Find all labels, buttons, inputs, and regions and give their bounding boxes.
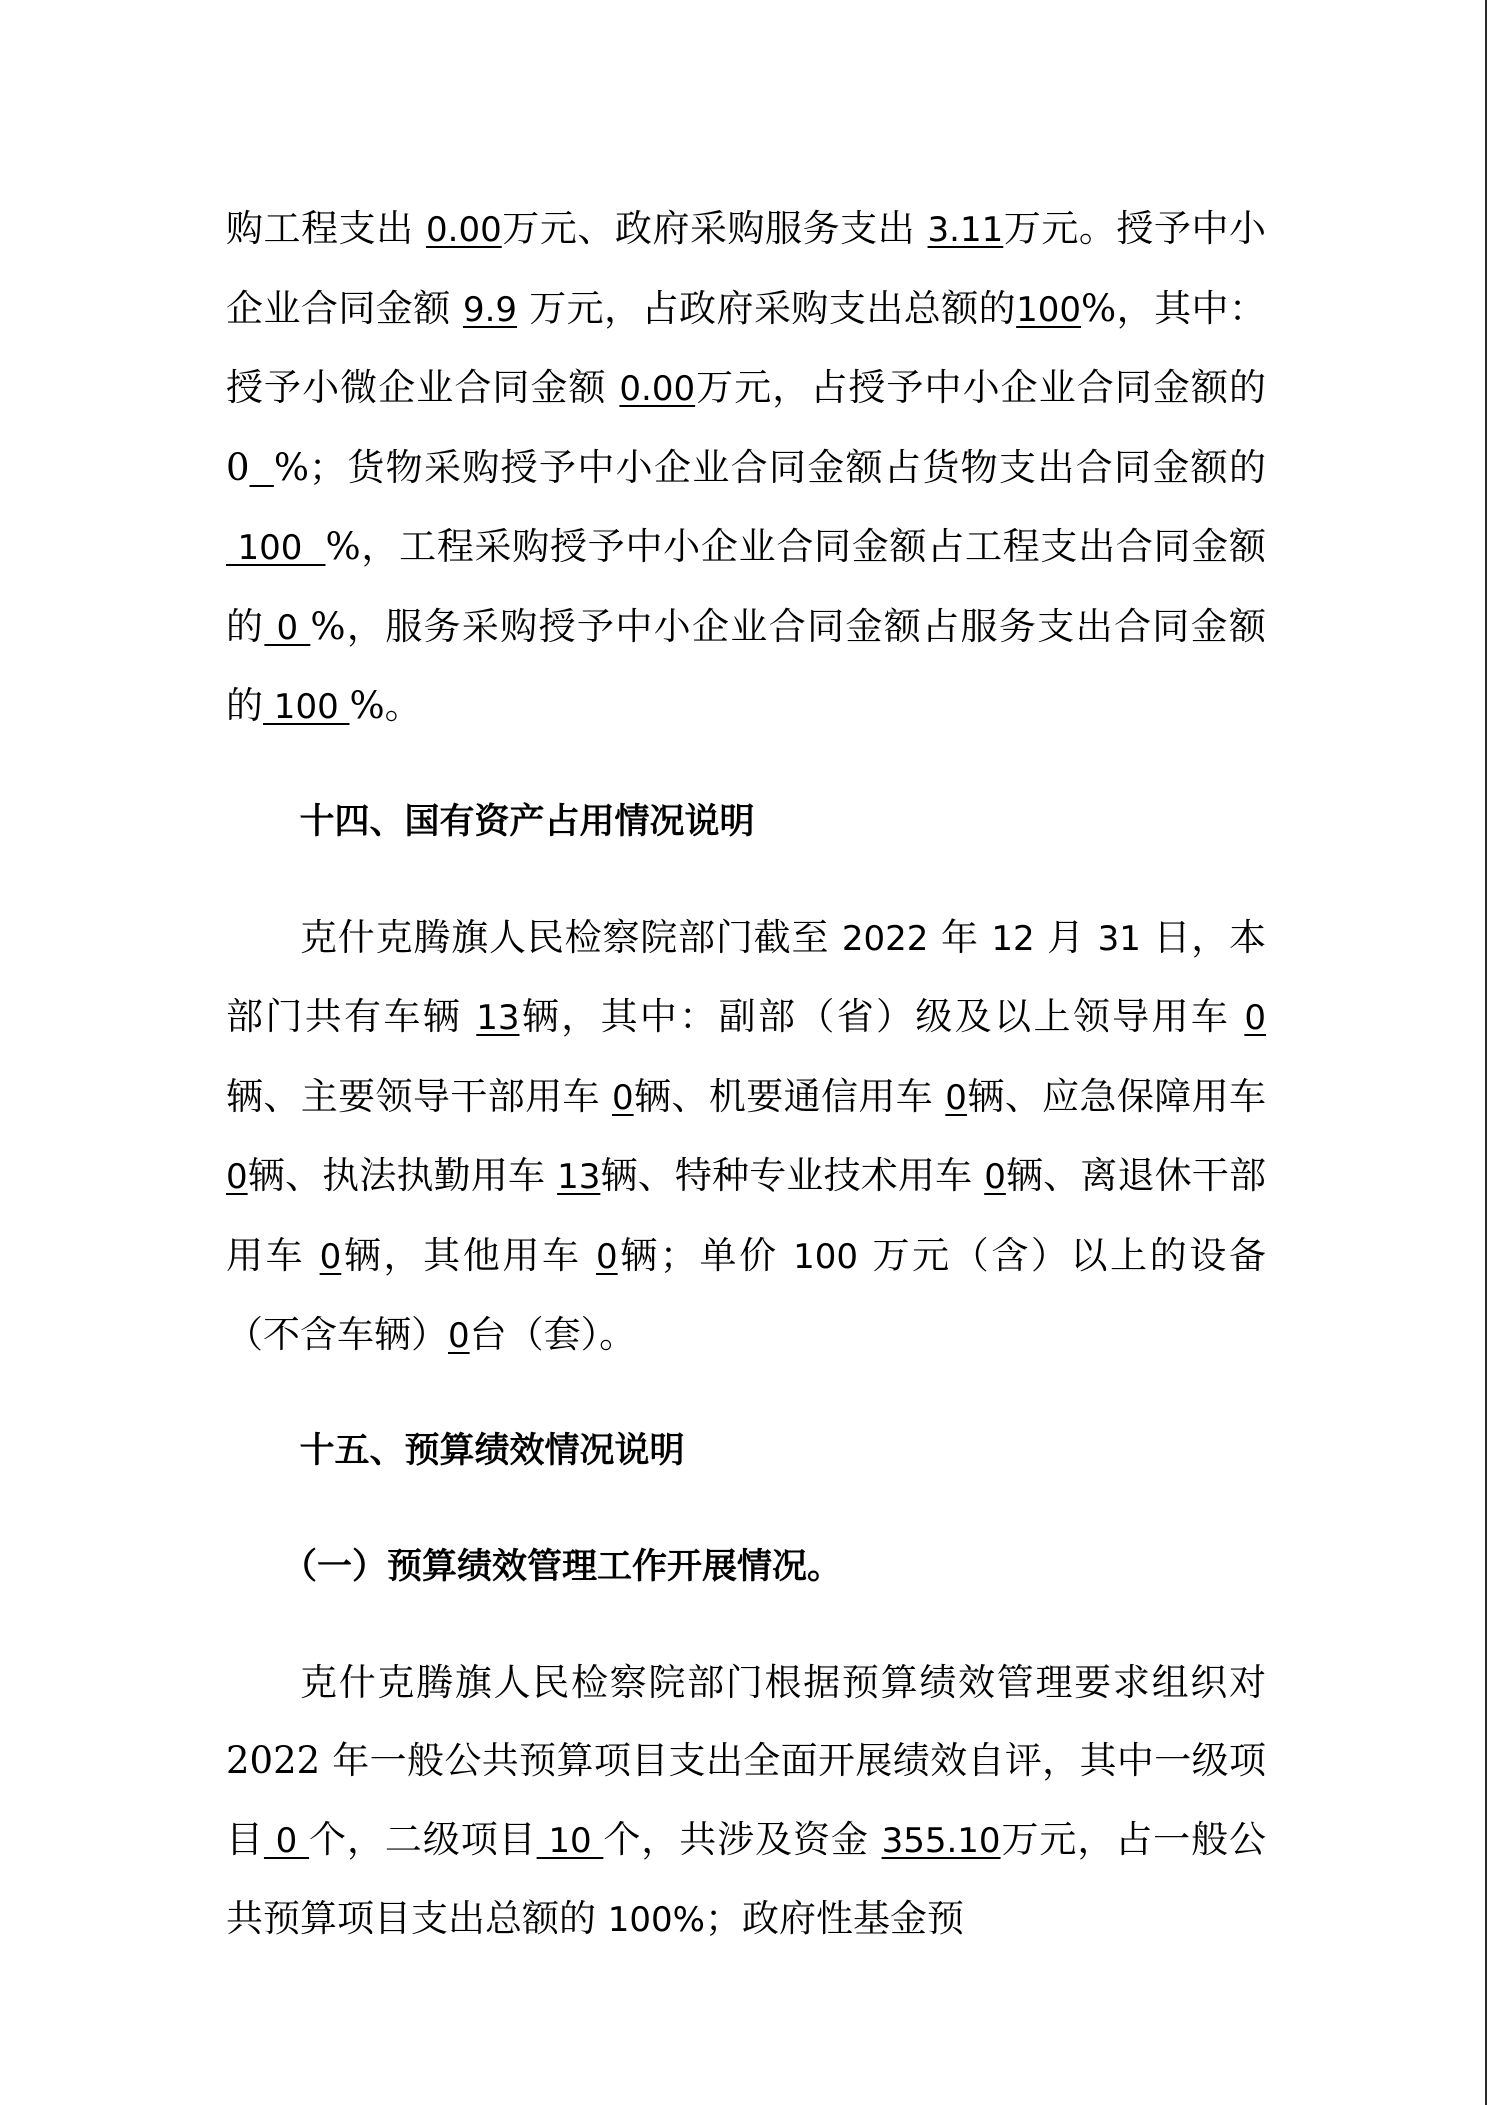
filled-value: 0 (596, 1236, 618, 1277)
text-segment: %，服务采购授予中小企业合同金额占服务支出合同金额的 (226, 604, 1267, 727)
text-segment: 购工程支出 (226, 207, 414, 250)
text-segment: 辆、离退休干部用车 (226, 1154, 1267, 1277)
filled-value: 100 (226, 528, 326, 568)
text-segment: 辆；单价 (617, 1233, 779, 1277)
text-segment: 辆，其他用车 (341, 1233, 582, 1277)
filled-value (250, 449, 274, 489)
filled-value: 0 (984, 1157, 1006, 1197)
text-segment: 个，二级项目 (309, 1817, 537, 1861)
assets-paragraph (226, 899, 1266, 1376)
filled-value: 13 (476, 998, 520, 1038)
text-segment: 台（套）。 (469, 1313, 637, 1356)
text-segment: %；货物采购授予中小企业合同金额占货物支出合同金额的 (273, 445, 1267, 489)
text-segment: 万元，占政府采购支出总额的 (529, 286, 1017, 330)
day-value: 31 (1097, 918, 1141, 959)
text-segment: 辆、应急保障用车 (966, 1074, 1267, 1118)
filled-value: 0 (226, 1157, 248, 1197)
text-segment: 万元，占一般公共预算项目支出总额的 (226, 1817, 1267, 1940)
text-segment: 辆、执法执勤用车 (247, 1154, 546, 1197)
filled-value: 0 (612, 1077, 634, 1118)
filled-value: 0 (945, 1077, 967, 1118)
filled-value: 0 (1244, 998, 1267, 1038)
filled-value: 100 (263, 687, 350, 727)
year-value: 2022 (841, 918, 929, 959)
filled-value: 0 (319, 1236, 342, 1277)
text-segment: ；政府性基金预 (704, 1897, 964, 1940)
procurement-paragraph (226, 190, 1266, 747)
text-segment: 月 (1047, 915, 1086, 959)
section-heading-14: 十四、国有资产占用情况说明 (299, 801, 755, 842)
filled-value: 13 (557, 1157, 601, 1197)
text-segment: 辆、机要通信用车 (633, 1074, 934, 1118)
text-segment: 辆、主要领导干部用车 (226, 1074, 600, 1118)
performance-paragraph (226, 1644, 1266, 1960)
filled-value: 100 (1016, 289, 1082, 330)
price-value: 100 (793, 1236, 859, 1277)
text-segment: 年 (940, 915, 979, 959)
month-value: 12 (991, 918, 1035, 959)
text-segment: 个，共涉及资金 (603, 1817, 869, 1861)
percent-value: 100% (607, 1900, 705, 1940)
filled-value: 10 (536, 1820, 604, 1861)
filled-value: 355.10 (881, 1820, 1001, 1861)
text-segment: 万元。授予中小企业合同金额 (226, 207, 1267, 330)
text-segment: %。 (349, 684, 422, 727)
text-segment: 万元（含）以上的设备（不含车辆） (226, 1233, 1267, 1356)
text-segment: 万元、政府采购服务支出 (501, 207, 916, 250)
filled-value: 0.00 (426, 210, 502, 250)
filled-value: 0 (448, 1316, 470, 1356)
filled-value: 0 (263, 1820, 310, 1861)
text-segment: 克什克腾旗人民检察院部门根据预算绩效管理要求组织对 2022 年一般公共预算项目支出全面开展绩效自评，其中一级项目 (226, 1660, 1266, 1861)
text-segment: 辆、特种专业技术用车 (600, 1154, 973, 1197)
page-edge-line (1485, 0, 1487, 2105)
text-segment: 日，本部门共有车辆 (226, 915, 1267, 1038)
subsection-heading-15-1: （一）预算绩效管理工作开展情况。 (282, 1546, 843, 1587)
text-segment: 辆，其中：副部（省）级及以上领导用车 (519, 995, 1231, 1038)
text-segment: 万元，占授予中小企业合同金额的 0 (226, 366, 1267, 489)
filled-value: 9.9 (462, 289, 518, 330)
document-page (226, 190, 1266, 1960)
section-heading-15: 十五、预算绩效情况说明 (299, 1430, 685, 1471)
filled-value: 3.11 (927, 210, 1004, 250)
text-segment: %，工程采购授予中小企业合同金额占工程支出合同金额的 (226, 525, 1267, 648)
filled-value: 0.00 (619, 369, 696, 409)
text-segment: %，其中：授予小微企业合同金额 (226, 286, 1266, 409)
text-segment: 克什克腾旗人民检察院部门截至 (300, 915, 830, 959)
filled-value: 0 (264, 607, 311, 648)
